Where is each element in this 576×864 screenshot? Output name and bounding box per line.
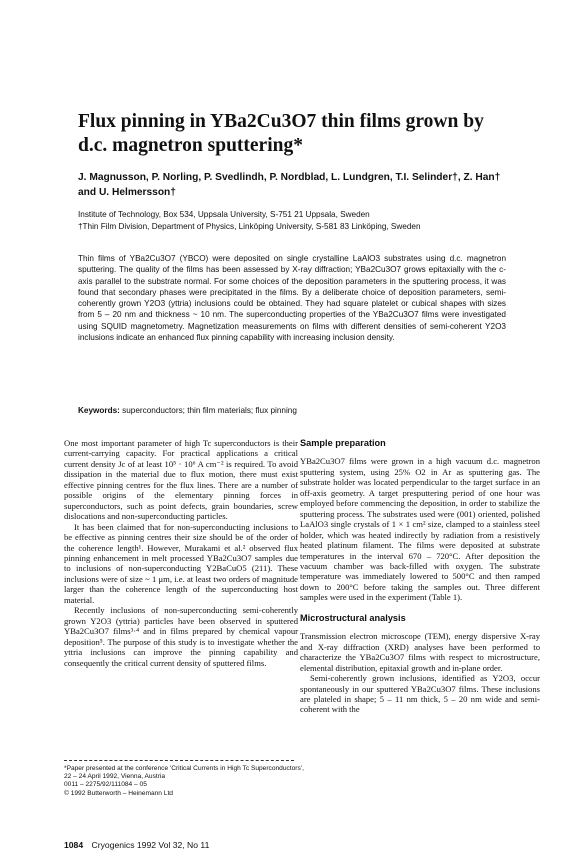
page-footer — [64, 840, 364, 850]
paragraph: Transmission electron microscope (TEM), energy dispersive X-ray and X-ray diffraction (XRD) analyses have been performed to characterize the YBa2Cu3O7 films with respect to microstructure, elemental distribution, epitaxial growth and in-plane order. — [300, 631, 540, 673]
affiliation-1: Institute of Technology, Box 534, Uppsala University, S-751 21 Uppsala, Sweden — [78, 210, 370, 219]
footnote-copyright: © 1992 Butterworth – Heinemann Ltd — [64, 789, 173, 797]
paragraph: One most important parameter of high Tc superconductors is their current-carrying capacity. For practical applications a critical current density Jc of at least 10⁵ · 10⁶ A cm⁻² is required. To avoid dissipation in the material due to flux motion, there must exist effective pinning centres for the flux lines. There are a number of possible origins of the elementary pinning forces in superconductors, such as point defects, grain boundaries, screw dislocations and non-superconducting particles. — [64, 438, 298, 522]
paper-title: Flux pinning in YBa2Cu3O7 thin films grown by d.c. magnetron sputtering* — [78, 111, 484, 156]
paragraph: Recently inclusions of non-superconducting semi-coherently grown Y2O3 (yttria) particles have been observed in sputtered YBa2Cu3O7 films³·⁴ and in films prepared by chemical vapour deposition⁵. The purpose of this study is to investigate whether the yttria inclusions can improve the pinning capability and consequently the critical current density of sputtered films. — [64, 605, 298, 668]
footnote-divider — [64, 760, 294, 761]
affiliation-2: †Thin Film Division, Department of Physics, Linköping University, S-581 83 Linköping, Sweden — [78, 221, 421, 231]
affiliations — [78, 209, 518, 232]
journal-citation: Cryogenics 1992 Vol 32, No 11 — [91, 840, 210, 850]
keywords — [78, 406, 508, 415]
footnote — [64, 765, 304, 798]
footnote-issn: 0011 – 2275/92/111084 – 05 — [64, 781, 147, 789]
author-list: J. Magnusson, P. Norling, P. Svedlindh, P. Nordblad, L. Lundgren, T.I. Selinder†, Z. Han† and U. Helmersson† — [78, 172, 501, 198]
footnote-conference: *Paper presented at the conference 'Critical Currents in High Tc Superconductors', 22 – 24 April 1992, Vienna, Austria — [64, 765, 304, 781]
abstract: Thin films of YBa2Cu3O7 (YBCO) were deposited on single crystalline LaAlO3 substrates using d.c. magnetron sputtering. The quality of the films has been assessed by X-ray diffraction; YBa2Cu3O7 grows epitaxially with the c-axis parallel to the substrate normal. For some choices of the deposition parameters in the sputtering process, it was found that secondary phases were precipitated in the films. By a deliberate choice of deposition parameters, semi-coherently grown Y2O3 (yttria) inclusions could be obtained. They had square platelet or cubical shapes with sizes from 5 – 20 nm and thickness ~ 10 nm. The superconducting properties of the YBa2Cu3O7 films were investigated using SQUID magnetometry. Magnetization measurements on films with different densities of semi-coherent Y2O3 inclusions indicate an enhanced flux pinning capability with increasing inclusion density. — [78, 254, 506, 343]
right-column — [300, 438, 540, 715]
section-heading: Sample preparation — [300, 438, 386, 448]
page-number: 1084 — [64, 840, 84, 850]
section-heading: Microstructural analysis — [300, 612, 406, 623]
paragraph: It has been claimed that for non-superconducting inclusions to be effective as pinning centres their size should be of the order of the coherence length¹. However, Murakami et al.² observed flux pinning enhancement in melt processed YBa2Cu3O7 samples due to inclusions of non-superconducting Y2BaCuO5 (211). These inclusions were of size ~ 1 μm, i.e. at least two orders of magnitude larger than the coherence length of the superconducting host material. — [64, 521, 298, 605]
keywords-text: superconductors; thin film materials; flux pinning — [122, 406, 297, 415]
keywords-label: Keywords: — [78, 406, 120, 415]
paragraph: Semi-coherently grown inclusions, identified as Y2O3, occur spontaneously in our sputtered YBa2Cu3O7 films. These inclusions are plateled in shape; 5 – 11 nm thick, 5 – 20 nm wide and semi-coherent with the — [300, 673, 540, 715]
paragraph: YBa2Cu3O7 films were grown in a high vacuum d.c. magnetron sputtering system, using 25% O2 in Ar as sputtering gas. The substrate holder was located perpendicular to the target surface in an off-axis geometry. A target presputtering period of one hour was employed before commencing the deposition, in order to stabilize the sputtering process. The substrates used were (001) oriented, polished LaAlO3 single crystals of 1 × 1 cm² size, clamped to a stainless steel holder, which was heated indirectly by radiation from a resistively heated platinum filament. The films were deposited at substrate temperatures in the interval 670 – 720°C. After deposition the vacuum chamber was back-filled with oxygen. The substrate temperature was immediately lowered to 500°C and then ramped down to 200°C before taking the samples out. Three different samples were used in the experiment (Table 1). — [300, 456, 540, 603]
left-column — [64, 438, 298, 668]
